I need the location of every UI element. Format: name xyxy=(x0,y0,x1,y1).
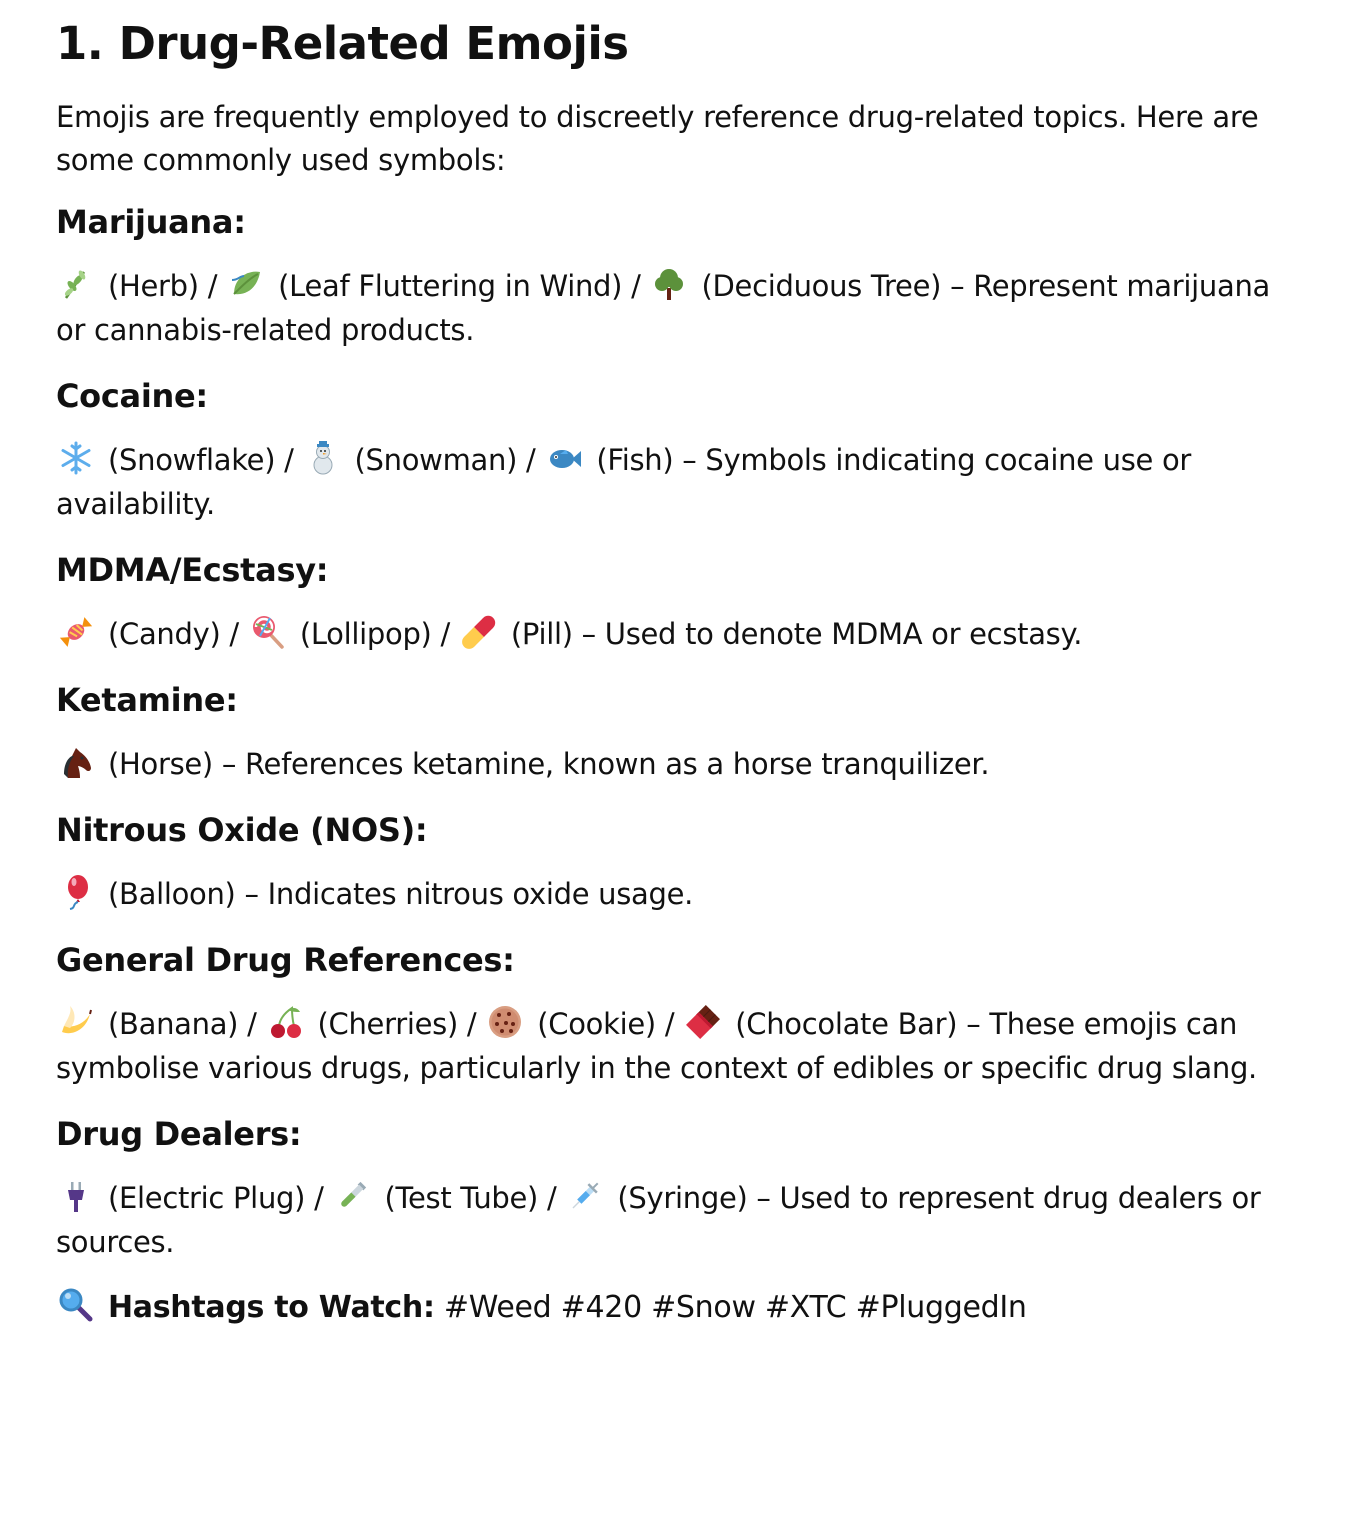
separator: / xyxy=(275,443,303,477)
emoji-label: (Snowflake) xyxy=(108,443,276,477)
separator: / xyxy=(655,1007,684,1041)
section-body xyxy=(56,1002,1301,1090)
emoji-label: (Horse) xyxy=(108,747,213,781)
section-heading: General Drug References: xyxy=(56,941,515,979)
hashtags-line xyxy=(56,1286,1301,1330)
separator: / xyxy=(622,269,650,303)
separator: / xyxy=(238,1007,266,1041)
cherries-icon xyxy=(268,1004,308,1040)
separator: / xyxy=(305,1181,333,1215)
separator: / xyxy=(198,269,227,303)
syringe-icon xyxy=(567,1178,607,1214)
emoji-label: (Candy) xyxy=(108,617,221,651)
horse-icon xyxy=(58,744,98,780)
candy-icon xyxy=(58,614,98,650)
section-heading: Marijuana: xyxy=(56,203,246,241)
section-description: Used to denote MDMA or ecstasy. xyxy=(604,617,1083,651)
hashtags-list: #Weed #420 #Snow #XTC #PluggedIn xyxy=(443,1290,1027,1325)
page-title: 1. Drug-Related Emojis xyxy=(56,17,629,70)
emoji-label: (Lollipop) xyxy=(299,617,432,651)
separator: / xyxy=(431,617,459,651)
dash: – xyxy=(235,877,268,911)
dash: – xyxy=(747,1181,780,1215)
section-heading: Ketamine: xyxy=(56,681,238,719)
dash: – xyxy=(212,747,245,781)
emoji-label: (Test Tube) xyxy=(384,1181,539,1215)
emoji-label: (Herb) xyxy=(108,269,199,303)
section-description: These emojis can symbolise various drugs, particularly in the context of edibles or specific drug slang. xyxy=(56,1007,1257,1085)
emoji-label: (Fish) xyxy=(596,443,674,477)
separator: / xyxy=(220,617,248,651)
section-description: Used to represent drug dealers or sources. xyxy=(56,1181,1261,1259)
banana-icon xyxy=(58,1004,98,1040)
section-description: Symbols indicating cocaine use or availability. xyxy=(56,443,1192,521)
section-body xyxy=(56,742,1301,786)
emoji-label: (Pill) xyxy=(510,617,573,651)
section-description: Represent marijuana or cannabis-related products. xyxy=(56,269,1271,347)
separator: / xyxy=(517,443,545,477)
snowman-icon xyxy=(305,440,345,476)
section-description: Indicates nitrous oxide usage. xyxy=(267,877,694,911)
separator: / xyxy=(538,1181,566,1215)
section-body xyxy=(56,438,1301,526)
section-heading: Nitrous Oxide (NOS): xyxy=(56,811,428,849)
dash: – xyxy=(572,617,605,651)
emoji-label: (Electric Plug) xyxy=(108,1181,306,1215)
section-heading: Drug Dealers: xyxy=(56,1115,302,1153)
deciduous-tree-icon xyxy=(651,266,691,302)
emoji-label: (Cherries) xyxy=(317,1007,458,1041)
leaf-fluttering-icon xyxy=(228,266,268,302)
emoji-label: (Deciduous Tree) xyxy=(701,269,942,303)
emoji-label: (Cookie) xyxy=(537,1007,656,1041)
section-description: References ketamine, known as a horse tranquilizer. xyxy=(245,747,990,781)
emoji-label: (Balloon) xyxy=(108,877,236,911)
emoji-label: (Leaf Fluttering in Wind) xyxy=(278,269,623,303)
section-body xyxy=(56,1176,1301,1264)
section-body xyxy=(56,612,1301,656)
balloon-icon xyxy=(58,874,98,910)
test-tube-icon xyxy=(334,1178,374,1214)
cookie-icon xyxy=(487,1004,527,1040)
dash: – xyxy=(957,1007,990,1041)
section-heading: MDMA/Ecstasy: xyxy=(56,551,329,589)
emoji-label: (Syringe) xyxy=(617,1181,748,1215)
snowflake-icon xyxy=(58,440,98,476)
fish-icon xyxy=(546,440,586,476)
magnifying-glass-icon xyxy=(58,1287,98,1323)
intro-paragraph: Emojis are frequently employed to discreetly reference drug-related topics. Here are some commonly used symbols: xyxy=(56,100,1259,177)
electric-plug-icon xyxy=(58,1178,98,1214)
chocolate-bar-icon xyxy=(685,1004,725,1040)
emoji-label: (Banana) xyxy=(108,1007,239,1041)
lollipop-icon xyxy=(250,614,290,650)
separator: / xyxy=(457,1007,486,1041)
section-body xyxy=(56,872,1301,916)
section-heading: Cocaine: xyxy=(56,377,208,415)
dash: – xyxy=(673,443,706,477)
hashtags-label: Hashtags to Watch: xyxy=(108,1290,435,1325)
sections-list xyxy=(56,200,1301,1264)
pill-icon xyxy=(461,614,501,650)
emoji-label: (Chocolate Bar) xyxy=(735,1007,958,1041)
section-body xyxy=(56,264,1301,352)
herb-icon xyxy=(58,266,98,302)
dash: – xyxy=(941,269,974,303)
emoji-label: (Snowman) xyxy=(354,443,518,477)
